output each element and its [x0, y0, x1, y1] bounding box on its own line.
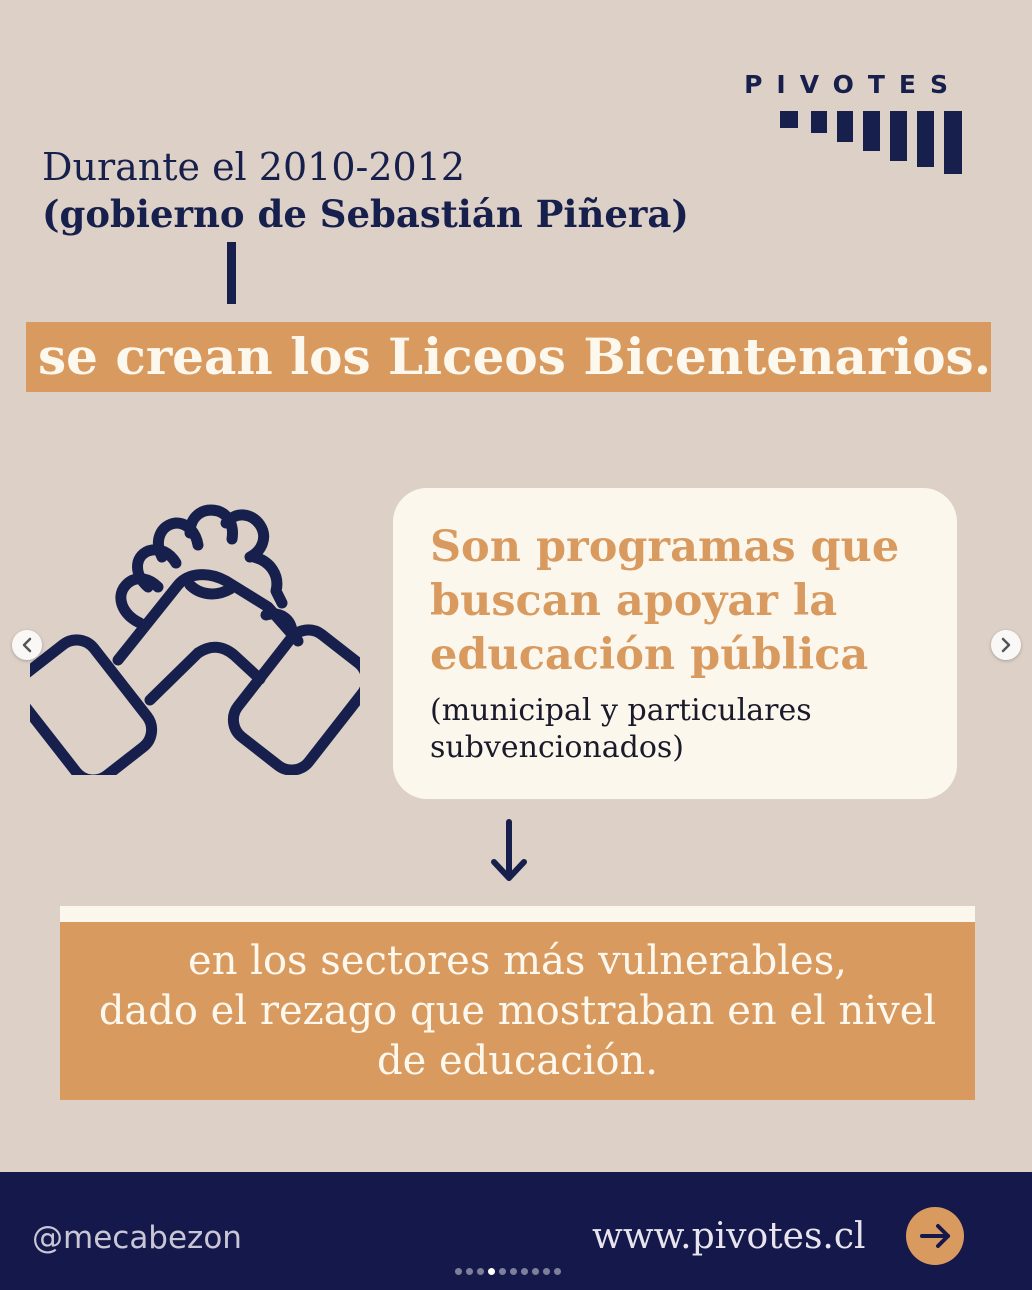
conclusion-line-3: de educación.	[376, 1038, 659, 1084]
connector-line	[227, 242, 236, 304]
social-handle: @mecabezon	[32, 1220, 242, 1256]
next-arrow-button[interactable]	[906, 1207, 964, 1265]
chevron-right-icon	[991, 630, 1021, 660]
carousel-dot[interactable]	[477, 1268, 484, 1275]
carousel-dot[interactable]	[554, 1268, 561, 1275]
carousel-dots	[455, 1268, 585, 1278]
carousel-dot[interactable]	[510, 1268, 517, 1275]
header-line-2: (gobierno de Sebastián Piñera)	[42, 192, 689, 236]
carousel-dot[interactable]	[532, 1268, 539, 1275]
down-arrow-icon	[488, 818, 530, 884]
logo-bars-icon	[780, 108, 962, 174]
arrow-right-icon	[906, 1207, 964, 1265]
cream-strip	[60, 906, 975, 922]
carousel-dot[interactable]	[466, 1268, 473, 1275]
conclusion-text	[60, 936, 975, 1086]
chevron-left-icon	[12, 630, 42, 660]
carousel-dot[interactable]	[499, 1268, 506, 1275]
header-line-1: Durante el 2010-2012	[42, 145, 466, 189]
conclusion-line-2: dado el rezago que mostraban en el nivel	[98, 988, 937, 1034]
website-link[interactable]: www.pivotes.cl	[592, 1216, 866, 1257]
carousel-dot[interactable]	[455, 1268, 462, 1275]
conclusion-line-1: en los sectores más vulnerables,	[188, 938, 847, 984]
handshake-icon	[30, 495, 360, 775]
carousel-dot[interactable]	[521, 1268, 528, 1275]
carousel-prev-button[interactable]	[12, 630, 42, 660]
carousel-next-button[interactable]	[991, 630, 1021, 660]
card-subtitle: (municipal y particulares subvencionados)	[430, 693, 812, 765]
carousel-dot[interactable]	[543, 1268, 550, 1275]
banner-text: se crean los Liceos Bicentenarios.	[38, 327, 992, 386]
logo-text: PIVOTES	[744, 70, 962, 99]
card-title: Son programas que buscan apoyar la educación pública	[430, 522, 900, 680]
carousel-dot-active[interactable]	[488, 1268, 495, 1275]
